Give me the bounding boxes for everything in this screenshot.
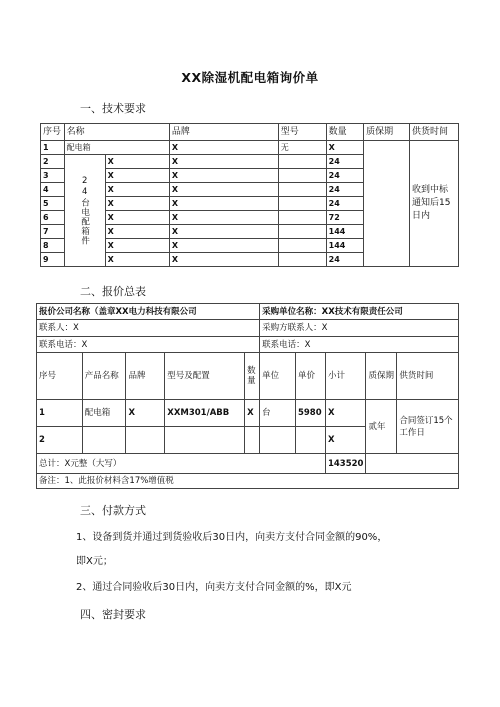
table-row <box>37 454 459 474</box>
unit-cell: 台 <box>260 400 296 427</box>
header-cell: 序号 <box>41 124 65 141</box>
unit-price-cell <box>295 427 325 454</box>
row-number: 7 <box>41 225 65 239</box>
qty-cell: X <box>245 400 260 427</box>
row-number: 3 <box>41 169 65 183</box>
row-number: 6 <box>41 211 65 225</box>
contact-phone: 联系电话：X <box>37 337 260 353</box>
table-row <box>41 141 459 155</box>
subtotal-cell: X <box>325 400 366 427</box>
qty-cell: 24 <box>326 155 363 169</box>
header-cell: 品牌 <box>169 124 278 141</box>
table-row <box>37 337 459 353</box>
warranty-cell <box>364 141 410 267</box>
brand-cell: X <box>105 211 169 225</box>
product-name <box>82 427 126 454</box>
quote-summary-table <box>36 303 459 489</box>
spec-cell <box>278 183 326 197</box>
header-cell: 质保期 <box>366 353 397 400</box>
row-number: 1 <box>37 400 83 427</box>
model-cell <box>165 427 245 454</box>
section-heading-tech: 一、技术要求 <box>80 102 146 115</box>
document-title: XX除湿机配电箱询价单 <box>181 70 319 85</box>
table-row <box>37 474 459 489</box>
header-cell: 单价 <box>295 353 325 400</box>
delivery-cell: 合同签订15个工作日 <box>397 400 459 454</box>
header-cell: 产品名称 <box>82 353 126 400</box>
model-cell: X <box>169 239 278 253</box>
total-label: 总计：X元整（大写） <box>37 454 326 474</box>
contact-person: 联系人：X <box>37 320 260 337</box>
qty-cell: X <box>326 141 363 155</box>
model-cell: X <box>169 155 278 169</box>
quote-company: 报价公司名称（盖章XX电力科技有限公司 <box>37 304 260 320</box>
model-cell: 无 <box>278 141 326 155</box>
model-cell: X <box>169 253 278 267</box>
warranty-cell: 贰年 <box>366 400 397 454</box>
table-row <box>37 400 459 427</box>
payment-term-1-amount: 即X元； <box>76 556 113 567</box>
header-cell: 供货时间 <box>410 124 459 141</box>
table-header-row <box>37 353 459 400</box>
subtotal-cell: X <box>325 427 366 454</box>
qty-cell: 72 <box>326 211 363 225</box>
brand-cell: X <box>105 155 169 169</box>
tech-requirements-table <box>40 123 459 267</box>
brand-cell: X <box>105 197 169 211</box>
item-name: 配电箱 <box>64 141 169 155</box>
header-cell: 供货时间 <box>397 353 459 400</box>
brand-cell: X <box>105 253 169 267</box>
buyer-contact-person: 采购方联系人：X <box>260 320 459 337</box>
header-cell: 序号 <box>37 353 83 400</box>
header-cell: 质保期 <box>364 124 410 141</box>
delivery-cell: 收到中标通知后15日内 <box>410 141 459 267</box>
header-cell: 数量 <box>326 124 363 141</box>
payment-term-2: 2、通过合同验收后30日内，向卖方支付合同金额的%，即X元 <box>76 582 352 593</box>
brand-cell: X <box>105 225 169 239</box>
total-spacer <box>366 454 459 474</box>
row-number: 9 <box>41 253 65 267</box>
header-cell: 小计 <box>325 353 366 400</box>
total-value: 143520 <box>325 454 366 474</box>
model-cell: X <box>169 197 278 211</box>
group-label-cell <box>64 155 105 267</box>
table-row <box>37 304 459 320</box>
brand-cell: X <box>105 183 169 197</box>
qty-cell: 24 <box>326 253 363 267</box>
row-number: 8 <box>41 239 65 253</box>
row-number: 1 <box>41 141 65 155</box>
product-name: 配电箱 <box>82 400 126 427</box>
payment-term-1: 1、设备到货并通过到货验收后30日内，向卖方支付合同金额的90%， <box>76 532 388 543</box>
qty-cell: 144 <box>326 239 363 253</box>
group-label: 24台电配箱件 <box>79 175 90 246</box>
spec-cell <box>278 169 326 183</box>
header-cell: 品牌 <box>126 353 165 400</box>
brand-cell: X <box>105 169 169 183</box>
buyer-company: 采购单位名称：XX技术有限责任公司 <box>260 304 459 320</box>
section-heading-seal: 四、密封要求 <box>80 608 146 621</box>
spec-cell <box>278 253 326 267</box>
header-cell: 型号 <box>278 124 326 141</box>
section-heading-quote: 二、报价总表 <box>80 285 146 298</box>
model-cell: XXM301/ABB <box>165 400 245 427</box>
unit-price-cell: 5980 <box>295 400 325 427</box>
header-cell: 数量 <box>245 353 260 400</box>
buyer-contact-phone: 联系电话：X <box>260 337 459 353</box>
note-cell: 备注：1、此报价材料含17%增值税 <box>37 474 459 489</box>
qty-cell: 24 <box>326 197 363 211</box>
model-cell: X <box>169 169 278 183</box>
qty-cell <box>245 427 260 454</box>
spec-cell <box>278 155 326 169</box>
brand-cell <box>126 427 165 454</box>
brand-cell: X <box>105 239 169 253</box>
spec-cell <box>278 225 326 239</box>
model-cell: X <box>169 211 278 225</box>
row-number: 2 <box>37 427 83 454</box>
model-cell: X <box>169 225 278 239</box>
row-number: 4 <box>41 183 65 197</box>
row-number: 5 <box>41 197 65 211</box>
table-row <box>37 320 459 337</box>
model-cell: X <box>169 183 278 197</box>
qty-cell: 24 <box>326 183 363 197</box>
header-cell: 单位 <box>260 353 296 400</box>
qty-cell: 24 <box>326 169 363 183</box>
qty-cell: 144 <box>326 225 363 239</box>
brand-cell: X <box>169 141 278 155</box>
header-cell: 名称 <box>64 124 169 141</box>
brand-cell: X <box>126 400 165 427</box>
unit-cell <box>260 427 296 454</box>
table-header-row <box>41 124 459 141</box>
header-cell: 型号及配置 <box>165 353 245 400</box>
spec-cell <box>278 197 326 211</box>
section-heading-payment: 三、付款方式 <box>80 504 146 517</box>
spec-cell <box>278 239 326 253</box>
spec-cell <box>278 211 326 225</box>
row-number: 2 <box>41 155 65 169</box>
